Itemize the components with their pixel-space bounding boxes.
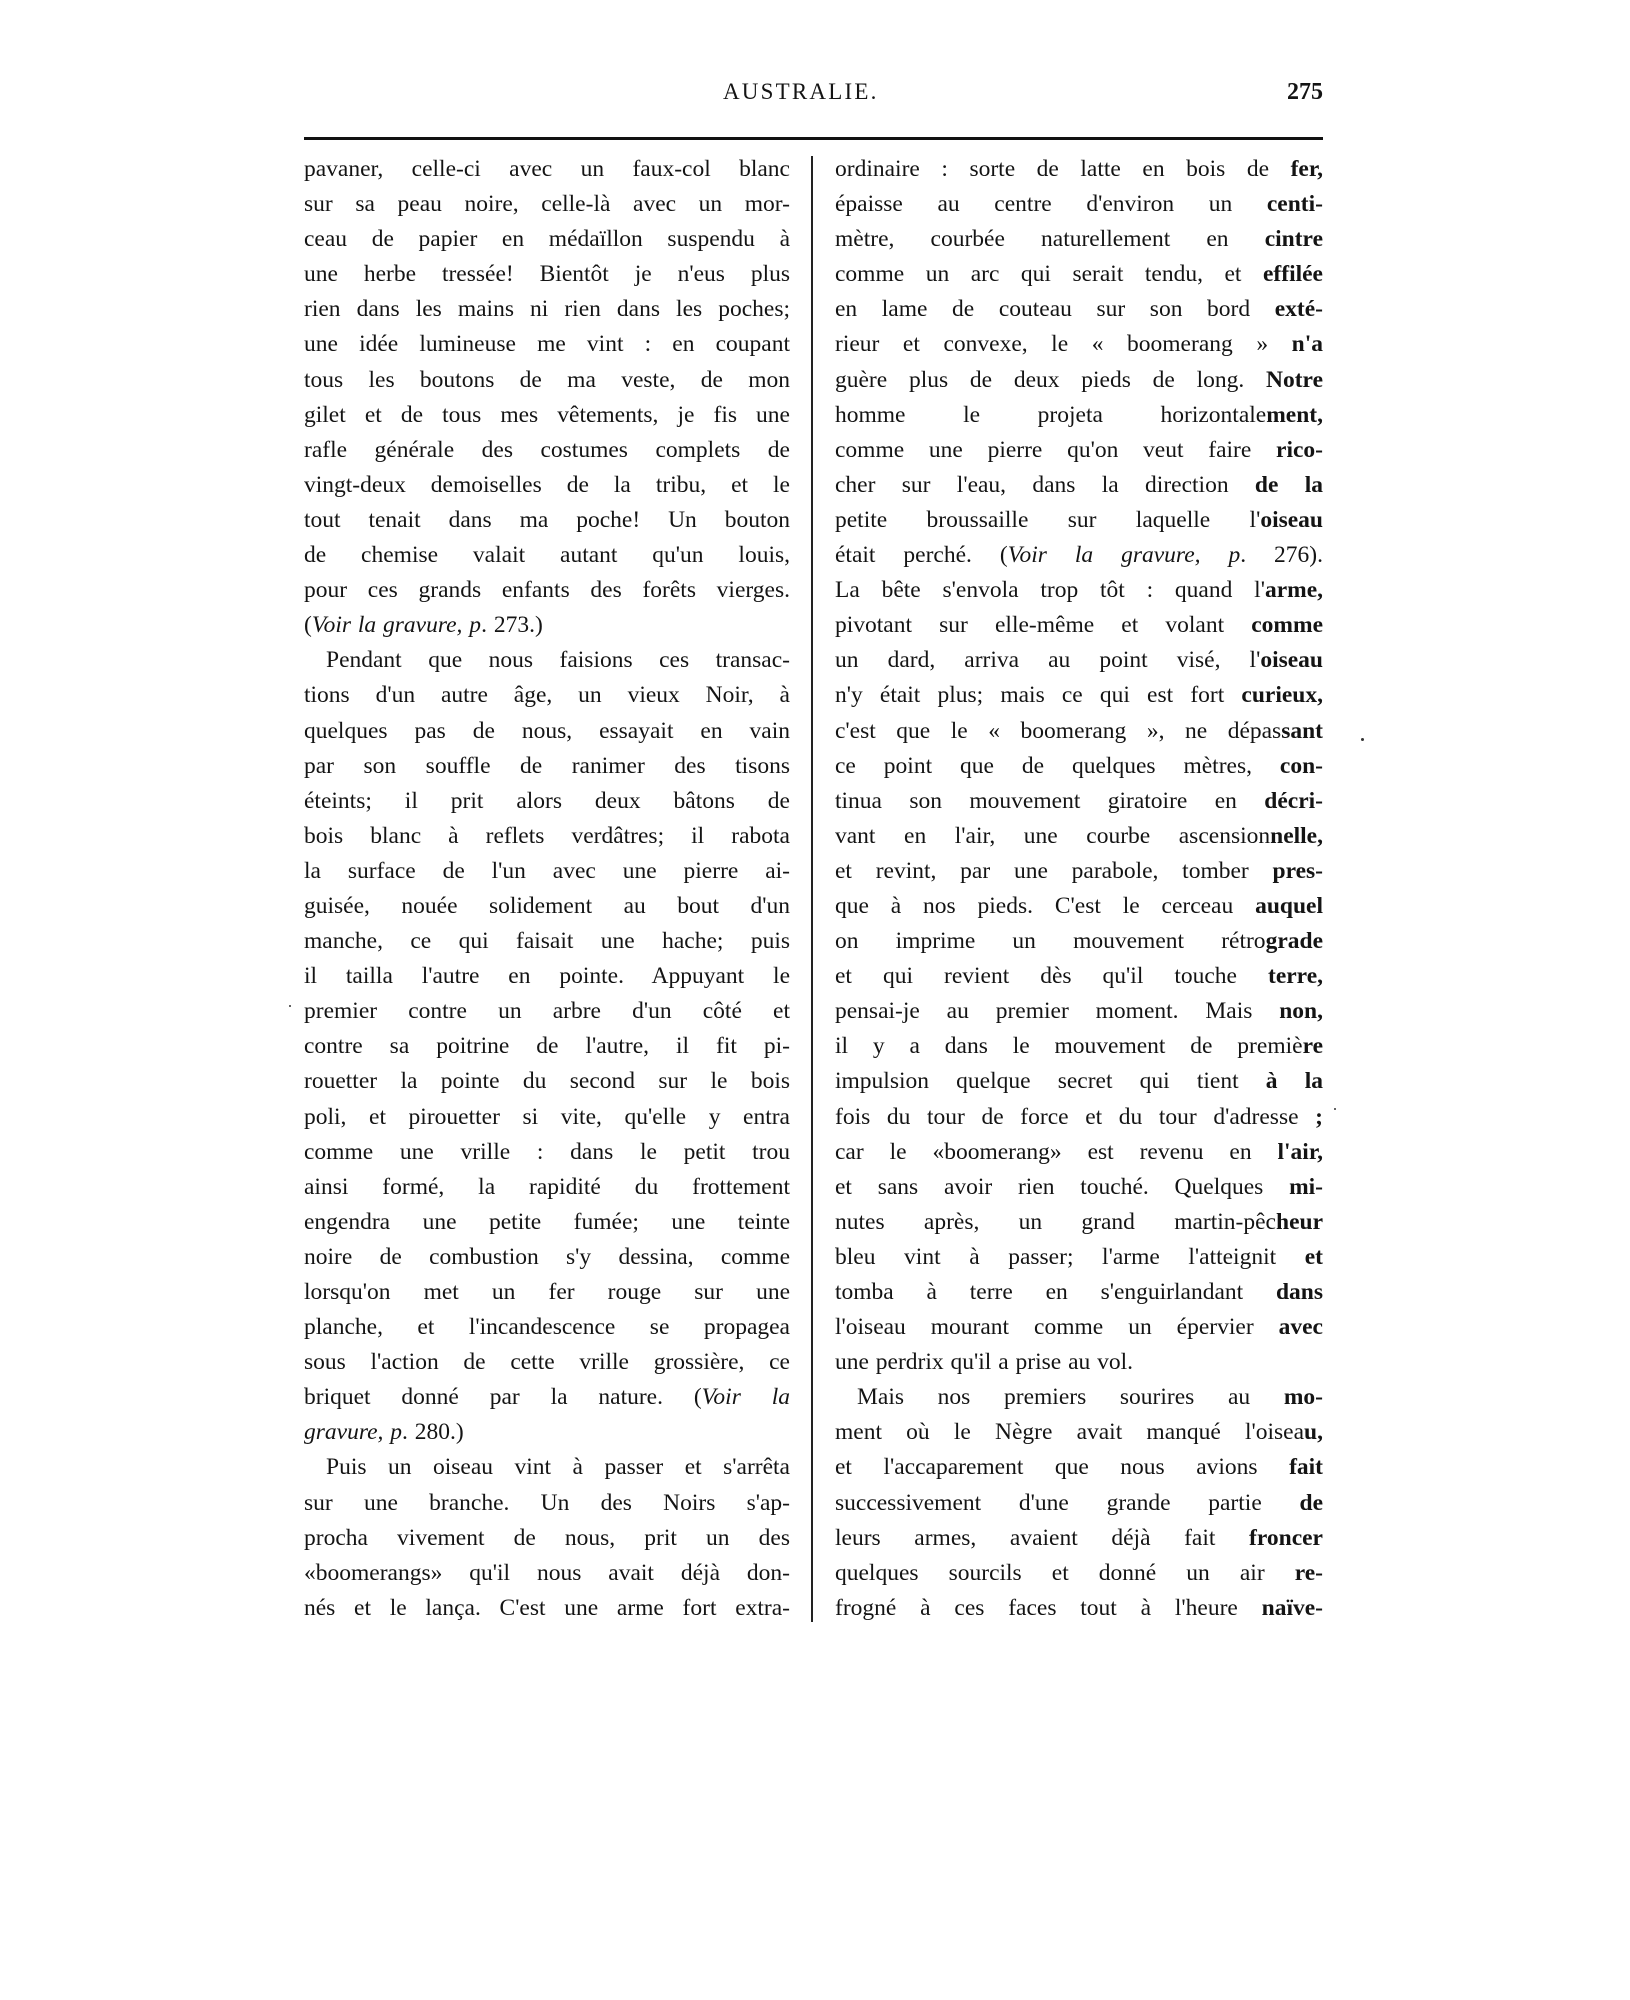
print-speck	[1361, 738, 1364, 741]
text-segment: comme une vrille : dans le petit trou	[304, 1138, 790, 1165]
text-segment: de chemise valait autant qu'un louis,	[304, 542, 790, 569]
text-segment: n'y était plus; mais ce qui est fort	[835, 682, 1242, 709]
text-line	[835, 1240, 1323, 1275]
text-line	[304, 1556, 790, 1591]
text-segment: dans	[1275, 1279, 1323, 1305]
text-segment: exté-	[1274, 296, 1323, 323]
text-segment: épaisse au centre d'environ un	[835, 191, 1267, 218]
text-line	[835, 292, 1323, 327]
text-line	[835, 1591, 1323, 1626]
text-segment: sur sa peau noire, celle-là avec un mor-	[304, 191, 790, 218]
text-line	[304, 503, 790, 538]
text-line	[835, 678, 1323, 713]
italic-reference: Voir la gravure, p	[1007, 542, 1241, 569]
text-line	[835, 538, 1323, 573]
print-speck	[1334, 1108, 1336, 1110]
text-segment: fait	[1289, 1454, 1323, 1481]
text-segment: frogné à ces faces tout à l'heure	[835, 1594, 1262, 1621]
text-line	[304, 1450, 790, 1485]
text-line	[835, 1310, 1323, 1345]
text-line	[304, 749, 790, 784]
text-segment: Pendant que nous faisions ces transac-	[326, 647, 790, 674]
text-line	[304, 538, 790, 573]
text-line	[304, 959, 790, 994]
text-segment: rien dans les mains ni rien dans les poches;	[304, 296, 790, 323]
text-segment: fer,	[1290, 156, 1323, 182]
text-segment: guère plus de deux pieds de long.	[835, 366, 1267, 393]
text-line	[835, 714, 1323, 749]
text-line	[304, 819, 790, 854]
text-line	[304, 784, 790, 819]
text-line	[304, 889, 790, 924]
text-line	[304, 1029, 790, 1064]
text-segment: noire de combustion s'y dessina, comme	[304, 1243, 790, 1270]
running-head-title: AUSTRALIE.	[723, 79, 879, 104]
text-segment: un dard, arriva au point visé, l'	[835, 647, 1261, 674]
text-line	[835, 1380, 1323, 1415]
text-segment: oiseau	[1260, 647, 1323, 674]
text-line	[304, 573, 790, 608]
text-segment: lorsqu'on met un fer rouge sur une	[304, 1279, 790, 1305]
text-line	[304, 854, 790, 889]
text-segment: tout tenait dans ma poche! Un bouton	[304, 506, 790, 533]
text-segment: . 280.)	[402, 1419, 464, 1446]
text-line	[304, 1240, 790, 1275]
text-line	[304, 1380, 790, 1415]
text-line	[304, 222, 790, 257]
text-segment: décri-	[1264, 787, 1323, 814]
text-segment: pour ces grands enfants des forêts vierges.	[304, 577, 790, 604]
text-segment: une idée lumineuse me vint : en coupant	[304, 331, 790, 358]
text-segment: ce point que de quelques mètres,	[835, 752, 1280, 779]
text-segment: rouetter la pointe du second sur le bois	[304, 1068, 790, 1095]
text-segment: curieux,	[1241, 682, 1323, 709]
text-line	[835, 433, 1323, 468]
text-segment: quelques pas de nous, essayait en vain	[304, 717, 790, 744]
text-line	[835, 749, 1323, 784]
text-line	[835, 222, 1323, 257]
text-line	[835, 1275, 1323, 1310]
text-line	[835, 994, 1323, 1029]
text-segment: par son souffle de ranimer des tisons	[304, 752, 790, 779]
text-segment: oiseau	[1260, 506, 1323, 533]
text-segment: quelques sourcils et donné un air	[835, 1559, 1295, 1586]
text-segment: rico-	[1276, 436, 1323, 463]
text-segment: auquel	[1255, 892, 1323, 919]
text-line	[835, 257, 1323, 292]
text-line	[835, 1029, 1323, 1064]
text-segment: et	[1304, 1243, 1323, 1270]
text-segment: re-	[1294, 1559, 1323, 1586]
text-segment: con-	[1279, 752, 1323, 779]
text-line	[304, 1170, 790, 1205]
italic-reference: gravure, p	[304, 1419, 403, 1446]
text-line	[835, 1450, 1323, 1485]
text-segment: pres-	[1272, 857, 1323, 884]
text-line	[304, 292, 790, 327]
text-segment: une perdrix qu'il a prise au vol.	[835, 1349, 1134, 1376]
text-line	[304, 1345, 790, 1380]
text-segment: «boomerangs» qu'il nous avait déjà don-	[304, 1559, 790, 1586]
text-segment: ordinaire : sorte de latte en bois de	[835, 156, 1291, 182]
text-line	[835, 187, 1323, 222]
text-column-left	[304, 152, 790, 1626]
text-line	[304, 643, 790, 678]
text-segment: vingt-deux demoiselles de la tribu, et le	[304, 471, 790, 498]
text-segment: ;	[1298, 1103, 1323, 1130]
text-segment: l'air,	[1277, 1138, 1323, 1165]
text-segment: manche, ce qui faisait une hache; puis	[304, 928, 790, 955]
text-line	[304, 152, 790, 187]
text-segment: briquet donné par la nature. (	[304, 1384, 702, 1411]
text-column-right	[835, 152, 1323, 1626]
text-segment: on imprime un mouvement rétro	[835, 928, 1266, 955]
text-line	[835, 1170, 1323, 1205]
text-segment: et qui revient dès qu'il touche	[835, 963, 1268, 990]
text-segment: successivement d'une grande partie	[835, 1489, 1300, 1516]
text-line	[835, 1415, 1323, 1450]
text-segment: en lame de couteau sur son bord	[835, 296, 1275, 323]
text-segment: comme une pierre qu'on veut faire	[835, 436, 1277, 463]
text-segment: Mais nos premiers sourires au	[857, 1384, 1284, 1411]
text-segment: il tailla l'autre en pointe. Appuyant le	[304, 963, 790, 990]
text-line	[304, 1591, 790, 1626]
text-segment: bleu vint à passer; l'arme l'atteignit	[835, 1243, 1305, 1270]
print-speck	[289, 1005, 291, 1007]
text-line	[304, 608, 790, 643]
text-segment: procha vivement de nous, prit un des	[304, 1524, 790, 1551]
text-segment: avec	[1278, 1314, 1323, 1341]
text-segment: une herbe tressée! Bientôt je n'eus plus	[304, 261, 790, 288]
text-segment: homme le projeta horizontale	[835, 401, 1267, 428]
text-segment: heur	[1276, 1208, 1323, 1235]
text-line	[304, 433, 790, 468]
text-segment: centi-	[1266, 191, 1323, 218]
text-line	[304, 1205, 790, 1240]
text-segment: grade	[1265, 928, 1323, 955]
text-segment: contre sa poitrine de l'autre, il fit pi-	[304, 1033, 790, 1060]
text-line	[835, 327, 1323, 362]
text-segment: Notre	[1266, 366, 1323, 393]
text-segment: effilée	[1262, 261, 1323, 288]
text-segment: était perché. (	[835, 542, 1008, 569]
text-line	[835, 152, 1323, 187]
text-segment: . 273.)	[481, 612, 543, 639]
text-segment: de la	[1254, 471, 1324, 498]
text-segment: tous les boutons de ma veste, de mon	[304, 366, 790, 393]
text-line	[835, 1205, 1323, 1240]
text-segment: premier contre un arbre d'un côté et	[304, 998, 790, 1025]
text-segment: (	[304, 612, 312, 639]
text-line	[304, 187, 790, 222]
text-segment: arme,	[1264, 577, 1323, 604]
text-line	[304, 678, 790, 713]
text-segment: tomba à terre en s'enguirlandant	[835, 1279, 1276, 1305]
text-segment: leurs armes, avaient déjà fait	[835, 1524, 1250, 1551]
text-line	[304, 1486, 790, 1521]
text-segment: . 276).	[1240, 542, 1324, 569]
text-line	[835, 1521, 1323, 1556]
text-segment: mi-	[1289, 1173, 1323, 1200]
text-line	[835, 959, 1323, 994]
text-segment: nés et le lança. C'est une arme fort extra-	[304, 1594, 790, 1621]
text-line	[835, 643, 1323, 678]
text-segment: non,	[1279, 998, 1323, 1025]
text-segment: éteints; il prit alors deux bâtons de	[304, 787, 790, 814]
text-line	[835, 924, 1323, 959]
text-segment: poli, et pirouetter si vite, qu'elle y entra	[304, 1103, 790, 1130]
text-segment: engendra une petite fumée; une teinte	[304, 1208, 790, 1235]
text-segment: u,	[1304, 1419, 1323, 1446]
text-segment: nutes après, un grand martin-pêc	[835, 1208, 1276, 1235]
text-segment: de	[1299, 1489, 1323, 1516]
text-segment: impulsion quelque secret qui tient	[835, 1068, 1266, 1095]
text-line	[835, 819, 1323, 854]
text-segment: pivotant sur elle-même et volant	[835, 612, 1252, 639]
text-line	[304, 1135, 790, 1170]
text-segment: naïve-	[1261, 1594, 1323, 1621]
text-segment: ment où le Nègre avait manqué l'oisea	[835, 1419, 1305, 1446]
text-segment: La bête s'envola trop tôt : quand l'	[835, 577, 1265, 604]
text-line	[835, 503, 1323, 538]
column-divider	[811, 156, 813, 1622]
text-segment: terre,	[1268, 963, 1323, 990]
text-line	[835, 398, 1323, 433]
text-segment: rafle générale des costumes complets de	[304, 436, 790, 463]
text-segment: vant en l'air, une courbe ascension	[835, 822, 1271, 849]
text-segment: c'est que le « boomerang », ne dépas	[835, 717, 1282, 744]
text-segment: tions d'un autre âge, un vieux Noir, à	[304, 682, 790, 709]
text-segment: car le «boomerang» est revenu en	[835, 1138, 1278, 1165]
text-segment: et revint, par une parabole, tomber	[835, 857, 1273, 884]
text-line	[304, 1100, 790, 1135]
text-segment: comme	[1251, 612, 1323, 639]
text-segment: et l'accaparement que nous avions	[835, 1454, 1290, 1481]
text-line	[835, 854, 1323, 889]
text-segment: froncer	[1249, 1524, 1323, 1551]
italic-reference: Voir la	[701, 1384, 790, 1411]
text-segment: sur une branche. Un des Noirs s'ap-	[304, 1489, 790, 1516]
text-segment: pensai-je au premier moment. Mais	[835, 998, 1280, 1025]
text-line	[835, 784, 1323, 819]
text-line	[304, 468, 790, 503]
italic-reference: Voir la gravure, p	[311, 612, 482, 639]
text-segment: l'oiseau mourant comme un épervier	[835, 1314, 1279, 1341]
text-segment: il y a dans le mouvement de premiè	[835, 1033, 1303, 1060]
text-segment: bois blanc à reflets verdâtres; il rabota	[304, 822, 790, 849]
text-line	[304, 1521, 790, 1556]
text-line	[835, 1556, 1323, 1591]
text-segment: tinua son mouvement giratoire en	[835, 787, 1265, 814]
text-segment: Puis un oiseau vint à passer et s'arrêta	[326, 1454, 790, 1481]
text-segment: à la	[1265, 1068, 1323, 1095]
text-segment: petite broussaille sur laquelle l'	[835, 506, 1261, 533]
text-segment: rieur et convexe, le « boomerang »	[835, 331, 1292, 358]
text-segment: pavaner, celle-ci avec un faux-col blanc	[304, 156, 790, 182]
text-line	[304, 924, 790, 959]
text-line	[304, 363, 790, 398]
header-rule	[304, 137, 1323, 140]
text-line	[835, 1486, 1323, 1521]
text-line	[835, 363, 1323, 398]
text-segment: ment,	[1266, 401, 1323, 428]
text-line	[304, 1064, 790, 1099]
text-segment: cintre	[1264, 226, 1323, 253]
text-segment: mètre, courbée naturellement en	[835, 226, 1265, 253]
text-segment: mo-	[1283, 1384, 1323, 1411]
text-segment: cher sur l'eau, dans la direction	[835, 471, 1255, 498]
text-line	[304, 1415, 790, 1450]
text-line	[835, 468, 1323, 503]
text-line	[304, 398, 790, 433]
running-head	[304, 72, 1323, 112]
text-line	[304, 1275, 790, 1310]
text-segment: ainsi formé, la rapidité du frottement	[304, 1173, 790, 1200]
text-line	[304, 994, 790, 1029]
text-line	[835, 1135, 1323, 1170]
text-segment: et sans avoir rien touché. Quelques	[835, 1173, 1290, 1200]
text-segment: que à nos pieds. C'est le cerceau	[835, 892, 1256, 919]
text-segment: sant	[1281, 717, 1323, 744]
text-line	[835, 1345, 1323, 1380]
text-line	[304, 327, 790, 362]
text-segment: ceau de papier en médaïllon suspendu à	[304, 226, 790, 253]
text-segment: fois du tour de force et du tour d'adresse	[835, 1103, 1299, 1130]
text-segment: n'a	[1291, 331, 1323, 358]
text-line	[835, 573, 1323, 608]
text-segment: la surface de l'un avec une pierre ai-	[304, 857, 790, 884]
text-line	[304, 1310, 790, 1345]
text-line	[835, 608, 1323, 643]
text-segment: sous l'action de cette vrille grossière, ce	[304, 1349, 790, 1376]
text-segment: gilet et de tous mes vêtements, je fis une	[304, 401, 790, 428]
text-line	[835, 1100, 1323, 1135]
text-segment: planche, et l'incandescence se propagea	[304, 1314, 790, 1341]
text-line	[304, 714, 790, 749]
text-segment: re	[1302, 1033, 1323, 1060]
text-line	[304, 257, 790, 292]
text-line	[835, 1064, 1323, 1099]
page-number: 275	[1287, 79, 1323, 105]
text-segment: comme un arc qui serait tendu, et	[835, 261, 1263, 288]
text-line	[835, 889, 1323, 924]
text-segment: nelle,	[1270, 822, 1323, 849]
text-segment: guisée, nouée solidement au bout d'un	[304, 892, 790, 919]
